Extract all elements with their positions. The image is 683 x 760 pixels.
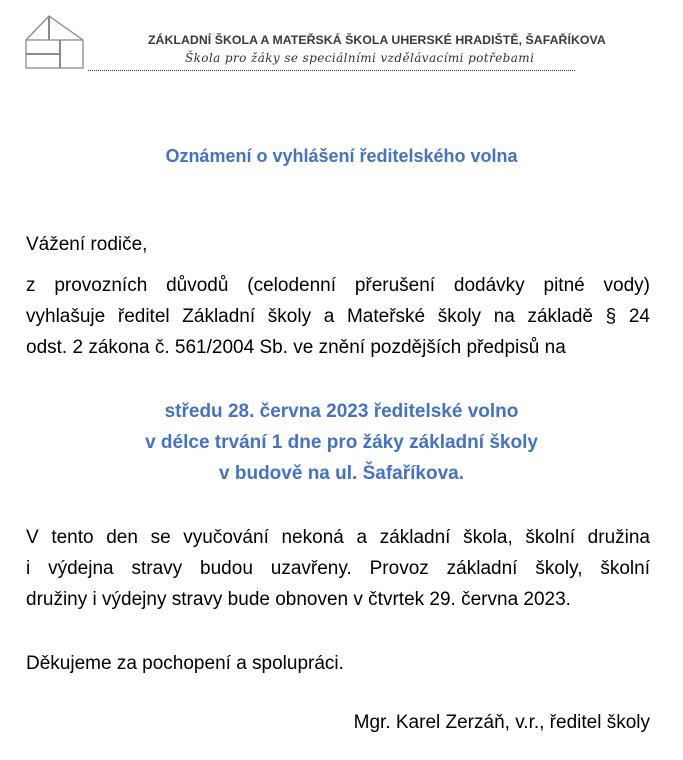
school-tagline: Škola pro žáky se speciálními vzdělávacími potřebami — [185, 51, 535, 65]
intro-line: z provozních důvodů (celodenní přerušení dodávky pitné vody) — [26, 275, 650, 296]
announcement-highlight — [0, 396, 683, 489]
signature: Mgr. Karel Zerzáň, v.r., ředitel školy — [353, 712, 650, 733]
intro-line: vyhlašuje ředitel Základní školy a Mateřské školy na základě § 24 — [26, 306, 650, 327]
info-line: V tento den se vyučování nekoná a základní škola, školní družina — [26, 527, 650, 548]
highlight-line: středu 28. června 2023 ředitelské volno — [164, 401, 519, 422]
greeting: Vážení rodiče, — [26, 234, 148, 255]
highlight-line: v budově na ul. Šafaříkova. — [219, 463, 464, 484]
info-line: družiny i výdejny stravy bude obnoven v čtvrtek 29. června 2023. — [26, 589, 571, 610]
info-line: i výdejna stravy budou uzavřeny. Provoz základní školy, školní — [26, 558, 650, 579]
thanks-text: Děkujeme za pochopení a spolupráci. — [26, 653, 344, 674]
header-divider — [88, 70, 575, 71]
highlight-line: v délce trvání 1 dne pro žáky základní školy — [145, 432, 538, 453]
intro-line: odst. 2 zákona č. 561/2004 Sb. ve znění pozdějších předpisů na — [26, 337, 566, 358]
school-house-logo-icon — [22, 12, 88, 72]
school-name: ZÁKLADNÍ ŠKOLA A MATEŘSKÁ ŠKOLA UHERSKÉ HRADIŠTĚ, ŠAFAŘÍKOVA — [148, 33, 606, 47]
document-title: Oznámení o vyhlášení ředitelského volna — [165, 146, 518, 166]
info-paragraph — [26, 522, 650, 615]
intro-paragraph — [26, 270, 650, 363]
